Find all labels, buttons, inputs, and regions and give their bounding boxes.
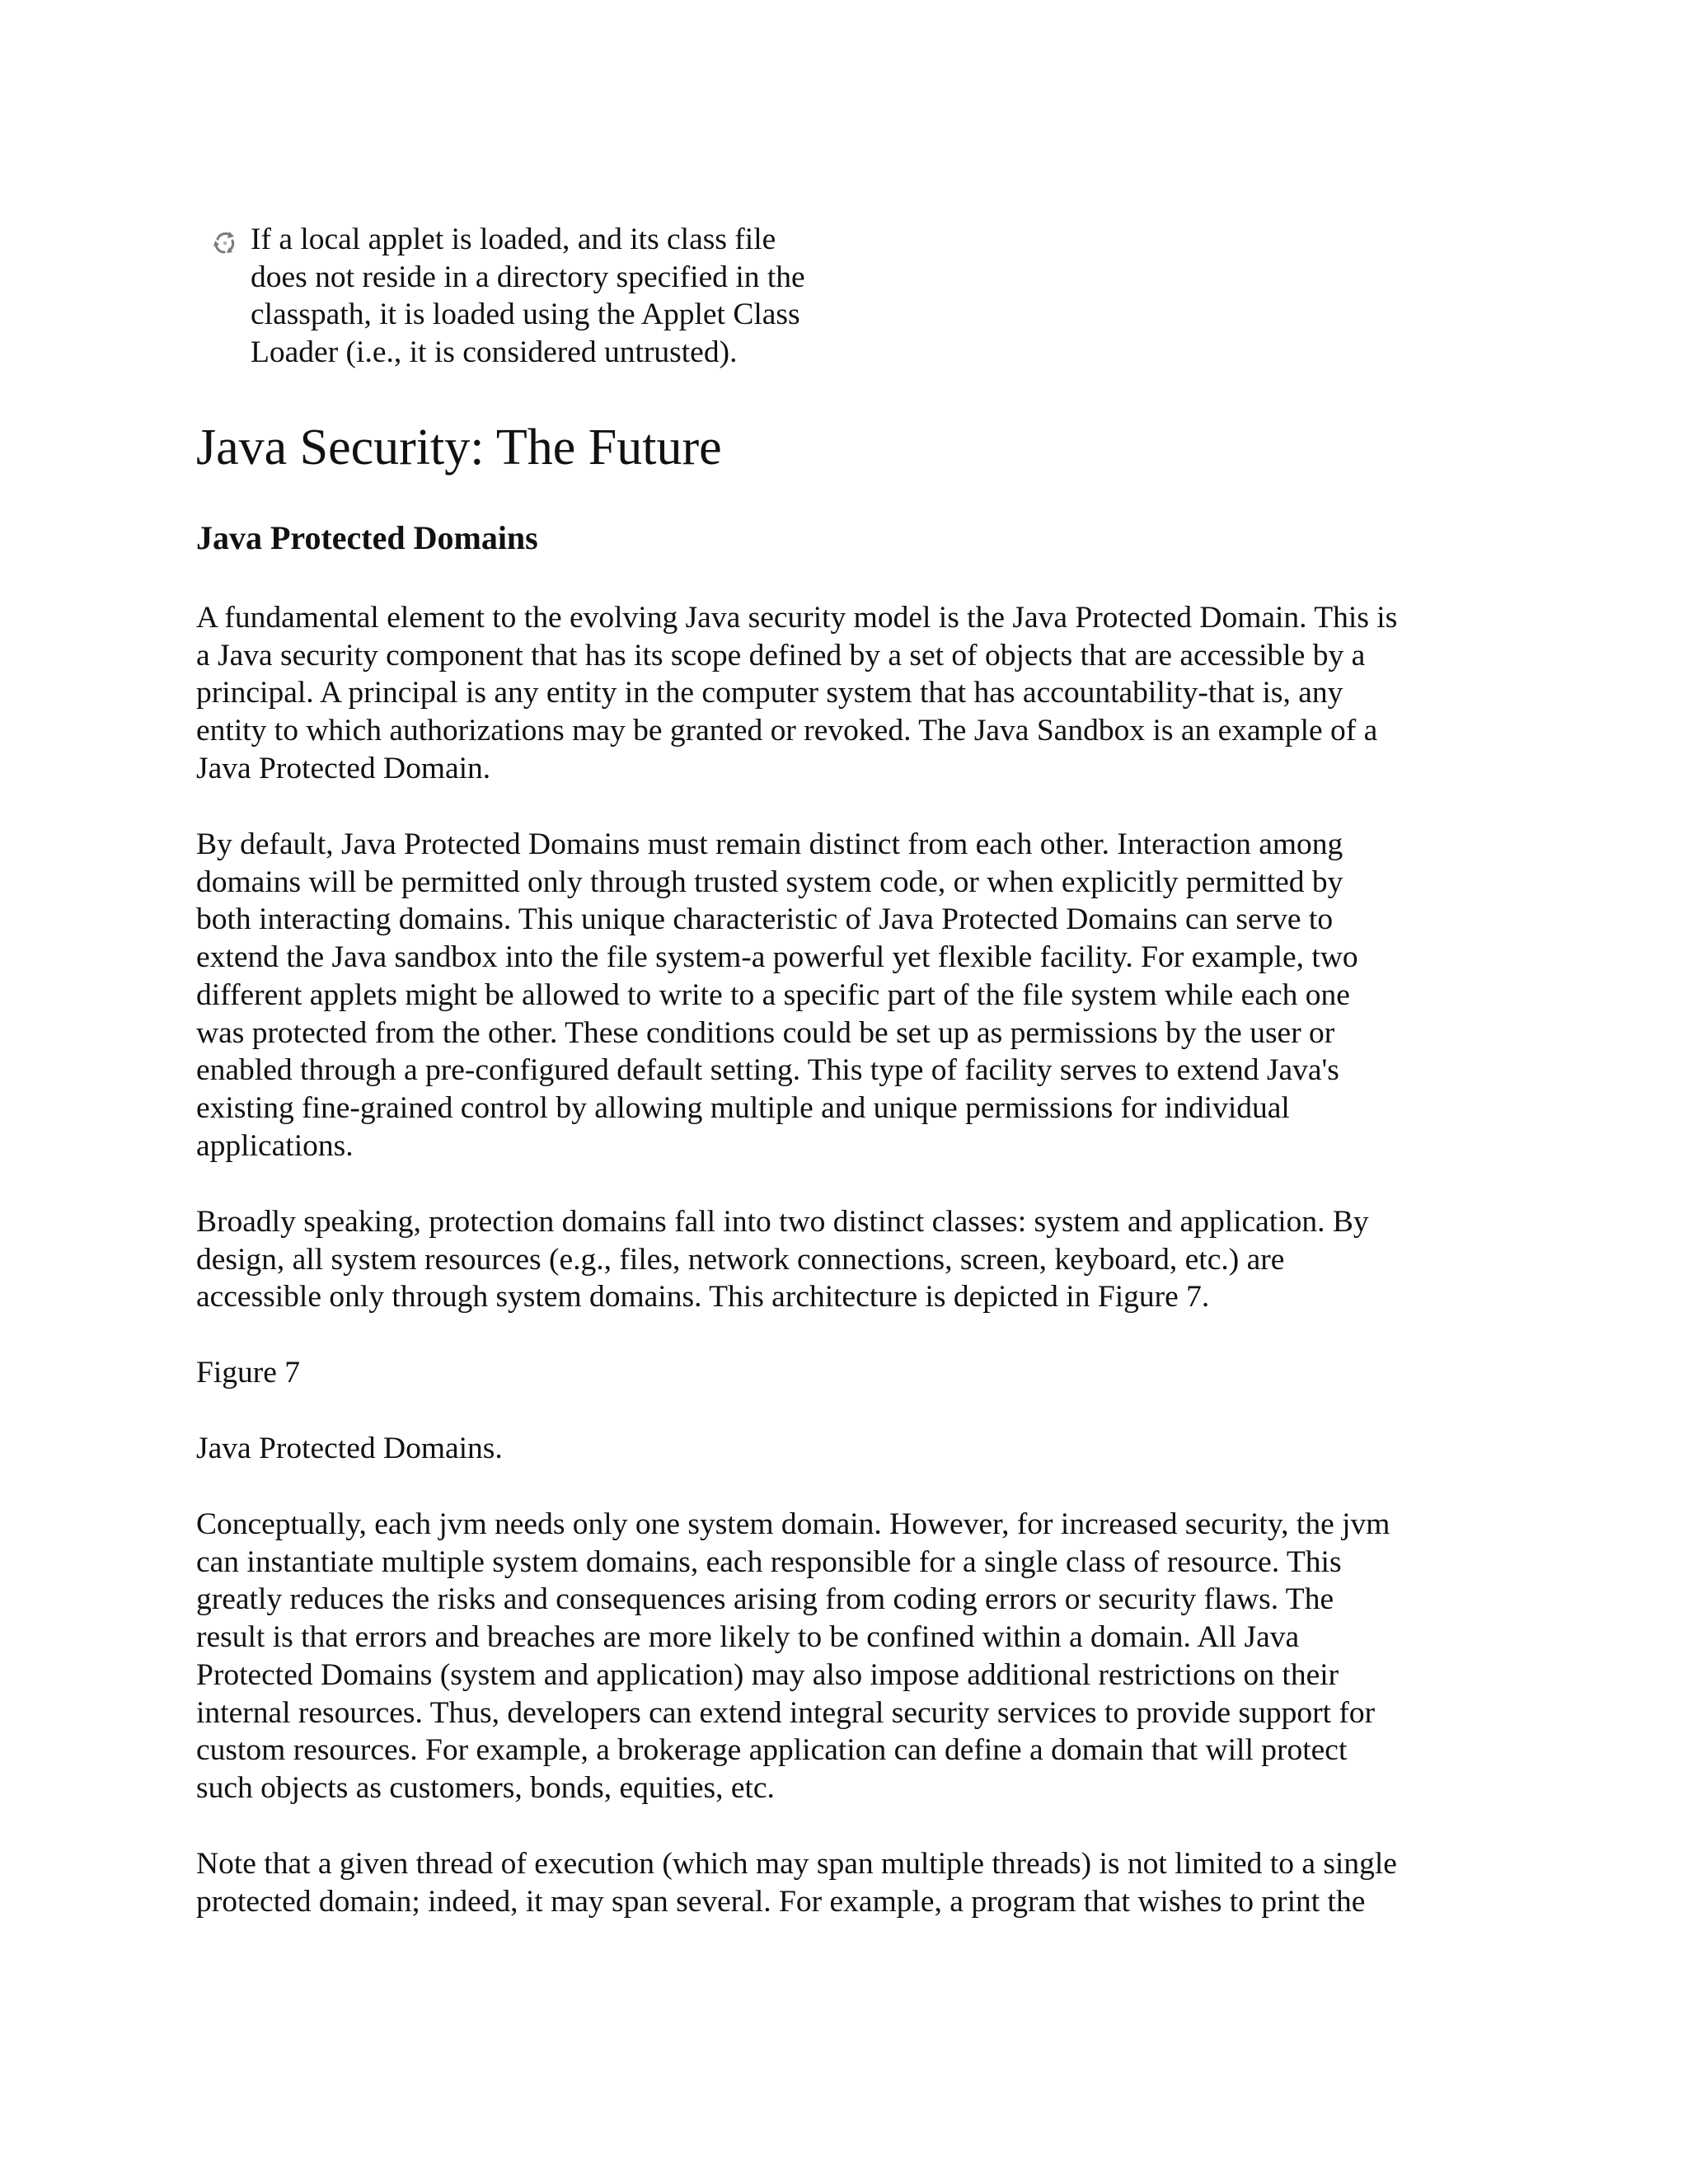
recycle-arrows-icon — [211, 229, 239, 257]
bullet-text: If a local applet is loaded, and its class file does not reside in a directory specified in the classpath, it is loaded using the Applet Class Loader (i.e., it is considered untrusted). — [251, 223, 805, 369]
text-line: extend the Java sandbox into the file system-a powerful yet flexible facility. For example, two — [196, 940, 1358, 975]
text-line: By default, Java Protected Domains must remain distinct from each other. Interaction among — [196, 827, 1343, 861]
paragraph-system-domains — [196, 1506, 1548, 1807]
text-line: protected domain; indeed, it may span several. For example, a program that wishes to print the — [196, 1884, 1366, 1919]
text-line: can instantiate multiple system domains, each responsible for a single class of resource. This — [196, 1544, 1342, 1579]
text-line: such objects as customers, bonds, equities, etc. — [196, 1770, 775, 1805]
text-line: Note that a given thread of execution (which may span multiple threads) is not limited to a single — [196, 1847, 1397, 1881]
text-line: Broadly speaking, protection domains fall into two distinct classes: system and application. By — [196, 1205, 1369, 1239]
text-line: domains will be permitted only through trusted system code, or when explicitly permitted by — [196, 865, 1343, 899]
figure-caption — [196, 1430, 1548, 1468]
text-line: applications. — [196, 1128, 354, 1163]
text-line: entity to which authorizations may be granted or revoked. The Java Sandbox is an example of a — [196, 714, 1378, 748]
figure-label — [196, 1354, 1548, 1392]
text-line: result is that errors and breaches are more likely to be confined within a domain. All Java — [196, 1620, 1300, 1655]
text-line: principal. A principal is any entity in the computer system that has accountability-that is, any — [196, 676, 1343, 710]
paragraph-thread-execution — [196, 1845, 1548, 1920]
text-line: Protected Domains (system and application) may also impose additional restrictions on their — [196, 1657, 1339, 1692]
paragraph-protected-domain-definition — [196, 599, 1548, 788]
text-line: different applets might be allowed to write to a specific part of the file system while each one — [196, 977, 1350, 1012]
text-line: accessible only through system domains. This architecture is depicted in Figure 7. — [196, 1280, 1210, 1315]
text-line: enabled through a pre-configured default setting. This type of facility serves to extend Java's — [196, 1053, 1339, 1088]
text-line: Java Protected Domains. — [196, 1432, 503, 1465]
text-line: custom resources. For example, a brokerage application can define a domain that will protect — [196, 1733, 1348, 1768]
section-heading: Java Security: The Future — [196, 419, 722, 476]
subsection-heading: Java Protected Domains — [196, 519, 538, 556]
text-line: Conceptually, each jvm needs only one system domain. However, for increased security, the jvm — [196, 1507, 1390, 1541]
text-line: was protected from the other. These conditions could be set up as permissions by the user or — [196, 1015, 1335, 1050]
paragraph-domain-classes — [196, 1203, 1548, 1316]
text-line: design, all system resources (e.g., files, network connections, screen, keyboard, etc.) are — [196, 1242, 1285, 1277]
paragraph-domain-interaction — [196, 826, 1548, 1165]
text-line: greatly reduces the risks and consequences arising from coding errors or security flaws. The — [196, 1582, 1334, 1617]
text-line: a Java security component that has its scope defined by a set of objects that are accessible by a — [196, 638, 1366, 673]
text-line: Figure 7 — [196, 1356, 301, 1390]
text-line: Java Protected Domain. — [196, 751, 491, 785]
text-line: existing fine-grained control by allowing multiple and unique permissions for individual — [196, 1090, 1290, 1125]
text-line: internal resources. Thus, developers can extend integral security services to provide support for — [196, 1695, 1376, 1730]
text-line: A fundamental element to the evolving Java security model is the Java Protected Domain. This is — [196, 601, 1398, 635]
text-line: both interacting domains. This unique characteristic of Java Protected Domains can serve to — [196, 902, 1334, 937]
